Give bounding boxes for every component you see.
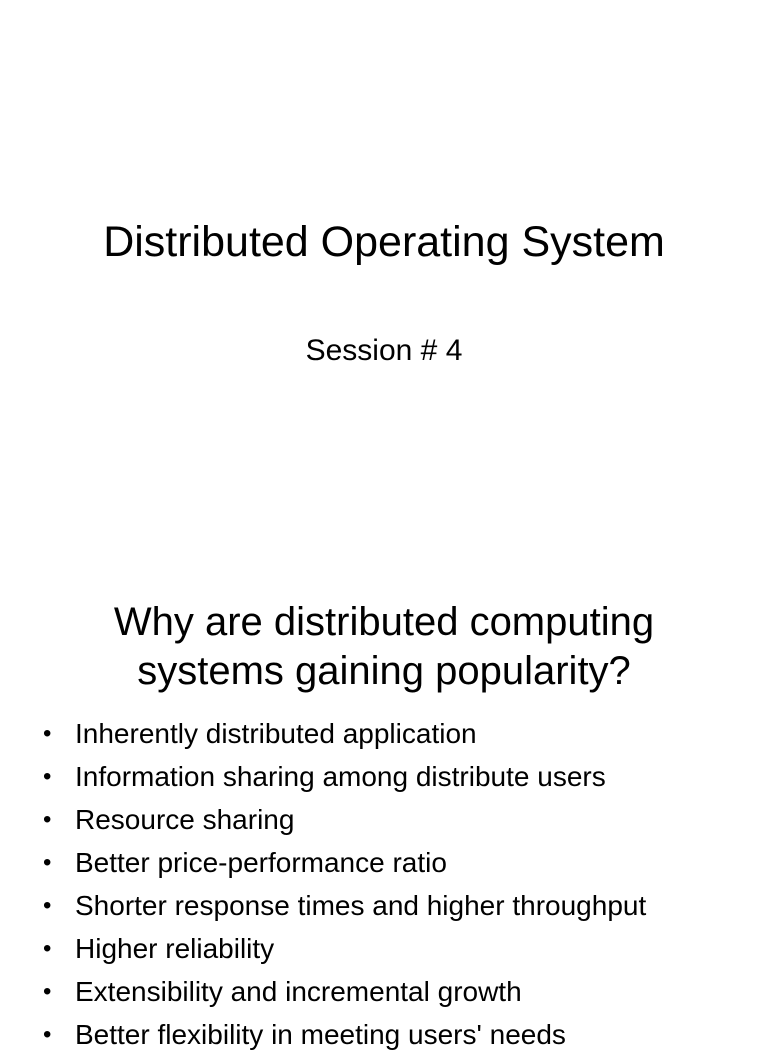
- bullet-text: Resource sharing: [75, 804, 295, 835]
- bullet-item: [0, 755, 768, 798]
- bullet-item: [0, 712, 768, 755]
- bullet-icon: •: [43, 1021, 52, 1048]
- session-subtitle: Session # 4: [305, 334, 463, 367]
- bullet-item: [0, 927, 768, 970]
- bullet-icon: •: [43, 720, 52, 747]
- bullet-text: Information sharing among distribute users: [75, 761, 606, 792]
- bullet-icon: •: [43, 978, 52, 1005]
- bullet-icon: •: [43, 892, 52, 919]
- bullet-icon: •: [43, 935, 52, 962]
- slide-heading-line-1: Why are distributed computing: [113, 600, 655, 644]
- bullet-text: Higher reliability: [75, 933, 275, 964]
- bullet-text: Shorter response times and higher throughput: [75, 890, 647, 921]
- bullet-item: [0, 798, 768, 841]
- bullet-item: [0, 841, 768, 884]
- bullet-text: Better price-performance ratio: [75, 847, 447, 878]
- bullet-text: Better flexibility in meeting users' needs: [75, 1019, 566, 1050]
- bullet-text: Inherently distributed application: [75, 718, 477, 749]
- bullet-icon: •: [43, 763, 52, 790]
- slide-title: Distributed Operating System: [103, 218, 665, 266]
- bullet-item: [0, 970, 768, 1013]
- bullet-item: [0, 1013, 768, 1056]
- slide-heading-line-2: systems gaining popularity?: [137, 649, 631, 693]
- bullet-icon: •: [43, 806, 52, 833]
- slide-heading: [0, 598, 768, 696]
- content-slide: [0, 576, 768, 1050]
- bullet-text: Extensibility and incremental growth: [75, 976, 522, 1007]
- bullet-item: [0, 884, 768, 927]
- bullet-icon: •: [43, 849, 52, 876]
- bullet-list: [0, 712, 768, 1056]
